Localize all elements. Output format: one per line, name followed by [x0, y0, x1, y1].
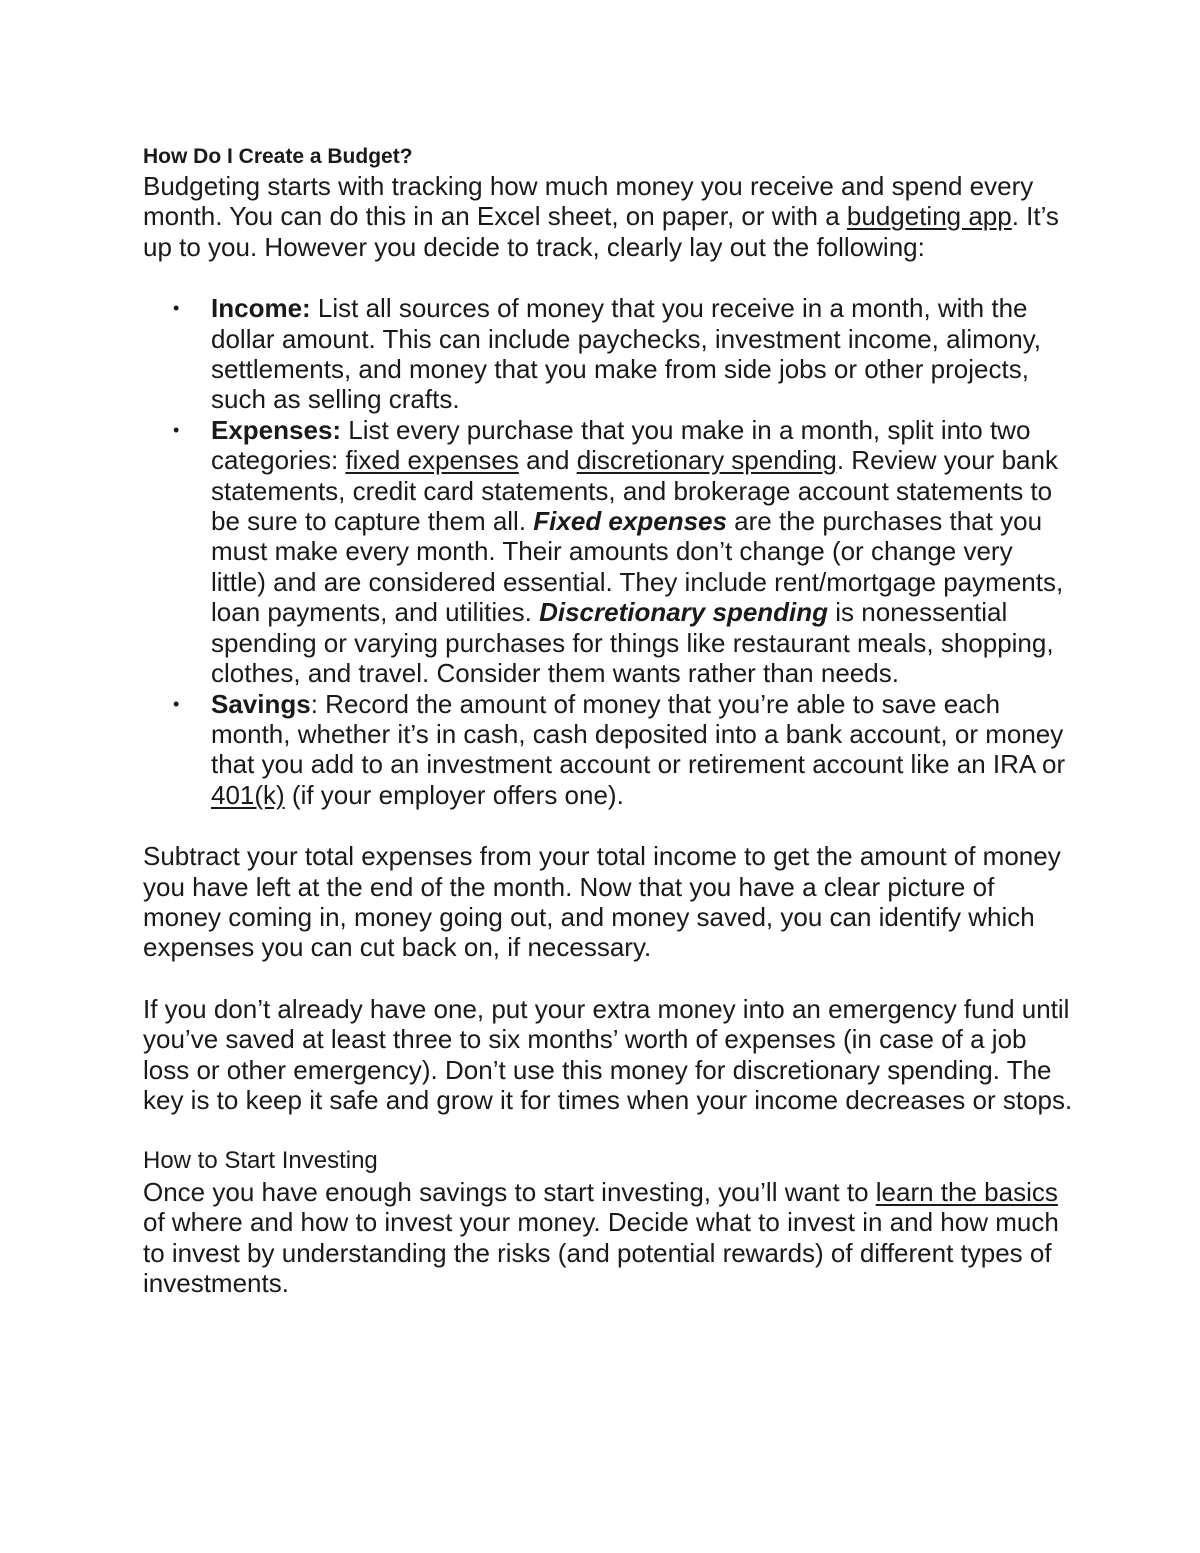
- emergency-fund-paragraph: If you don’t already have one, put your extra money into an emergency fund until you’ve saved at least three to six months’ worth of expenses (in case of a job loss or other emergency). Don’t use this money for discretionary spending. The key is to keep it safe and grow it for times when your income decreases or stops.: [143, 993, 1073, 1115]
- savings-text: : Record the amount of money that you’re able to save each month, whether it’s in cash, cash deposited into a bank account, or money that you add to an investment account or retirement account like an IRA or: [211, 688, 1066, 780]
- bullet-icon: •: [173, 298, 180, 319]
- intro-text: Budgeting starts with tracking how much money you receive and spend every month. You can do this in an Excel sheet, on paper, or with a: [143, 171, 1034, 232]
- subtract-paragraph: Subtract your total expenses from your total income to get the amount of money you have left at the end of the month. Now that you have a clear picture of money coming in, money going out, and money saved, you can identify which expenses you can cut back on, if necessary.: [143, 841, 1061, 963]
- investing-text-end: of where and how to invest your money. Decide what to invest in and how much to invest by understanding the risks (and potential rewards) of different types of investments.: [143, 1207, 1059, 1298]
- expenses-label: Expenses:: [211, 414, 342, 445]
- bullet-icon: •: [173, 419, 180, 440]
- section-subheading: How to Start Investing: [143, 1147, 378, 1175]
- document-page: [143, 143, 1073, 1298]
- fixed-expenses-link[interactable]: fixed expenses: [345, 445, 519, 476]
- learn-the-basics-link[interactable]: learn the basics: [875, 1176, 1058, 1207]
- 401k-link[interactable]: 401(k): [211, 779, 285, 810]
- bullet-icon: •: [173, 693, 180, 714]
- fixed-expenses-term: Fixed expenses: [533, 506, 727, 537]
- income-label: Income:: [211, 293, 311, 324]
- intro-text-end: . It’s up to you. However you decide to track, clearly lay out the following:: [143, 201, 1059, 262]
- discretionary-spending-link[interactable]: discretionary spending: [576, 445, 837, 476]
- investing-paragraph: [143, 1177, 1073, 1299]
- intro-paragraph: [143, 171, 1073, 262]
- expenses-text: . Review your bank statements, credit card statements, and brokerage account statements to be sure to capture them all.: [211, 445, 1058, 537]
- expenses-text: and: [518, 445, 577, 476]
- page-title: How Do I Create a Budget?: [143, 145, 413, 168]
- expenses-text: is nonessential spending or varying purchases for things like restaurant meals, shopping, clothes, and travel. Consider them wants rather than needs.: [211, 597, 1054, 689]
- expenses-text: are the purchases that you must make every month. Their amounts don’t change (or change very little) and are considered essential. They include rent/mortgage payments, loan payments, and utilities.: [211, 506, 1064, 628]
- discretionary-spending-term: Discretionary spending: [539, 597, 829, 628]
- list-item-expenses: [143, 415, 1073, 689]
- list-item-savings: [143, 689, 1073, 811]
- expenses-text: List every purchase that you make in a month, split into two categories:: [211, 414, 1031, 476]
- savings-text-end: (if your employer offers one).: [284, 779, 624, 810]
- budget-components-list: [143, 293, 1073, 810]
- list-item-income: [143, 293, 1073, 415]
- savings-label: Savings: [211, 688, 311, 719]
- investing-text: Once you have enough savings to start investing, you’ll want to: [143, 1176, 876, 1207]
- budgeting-app-link[interactable]: budgeting app: [846, 201, 1012, 232]
- income-text: List all sources of money that you receive in a month, with the dollar amount. This can include paychecks, investment income, alimony, settlements, and money that you make from side jobs or other projects, such as selling crafts.: [211, 293, 1041, 415]
